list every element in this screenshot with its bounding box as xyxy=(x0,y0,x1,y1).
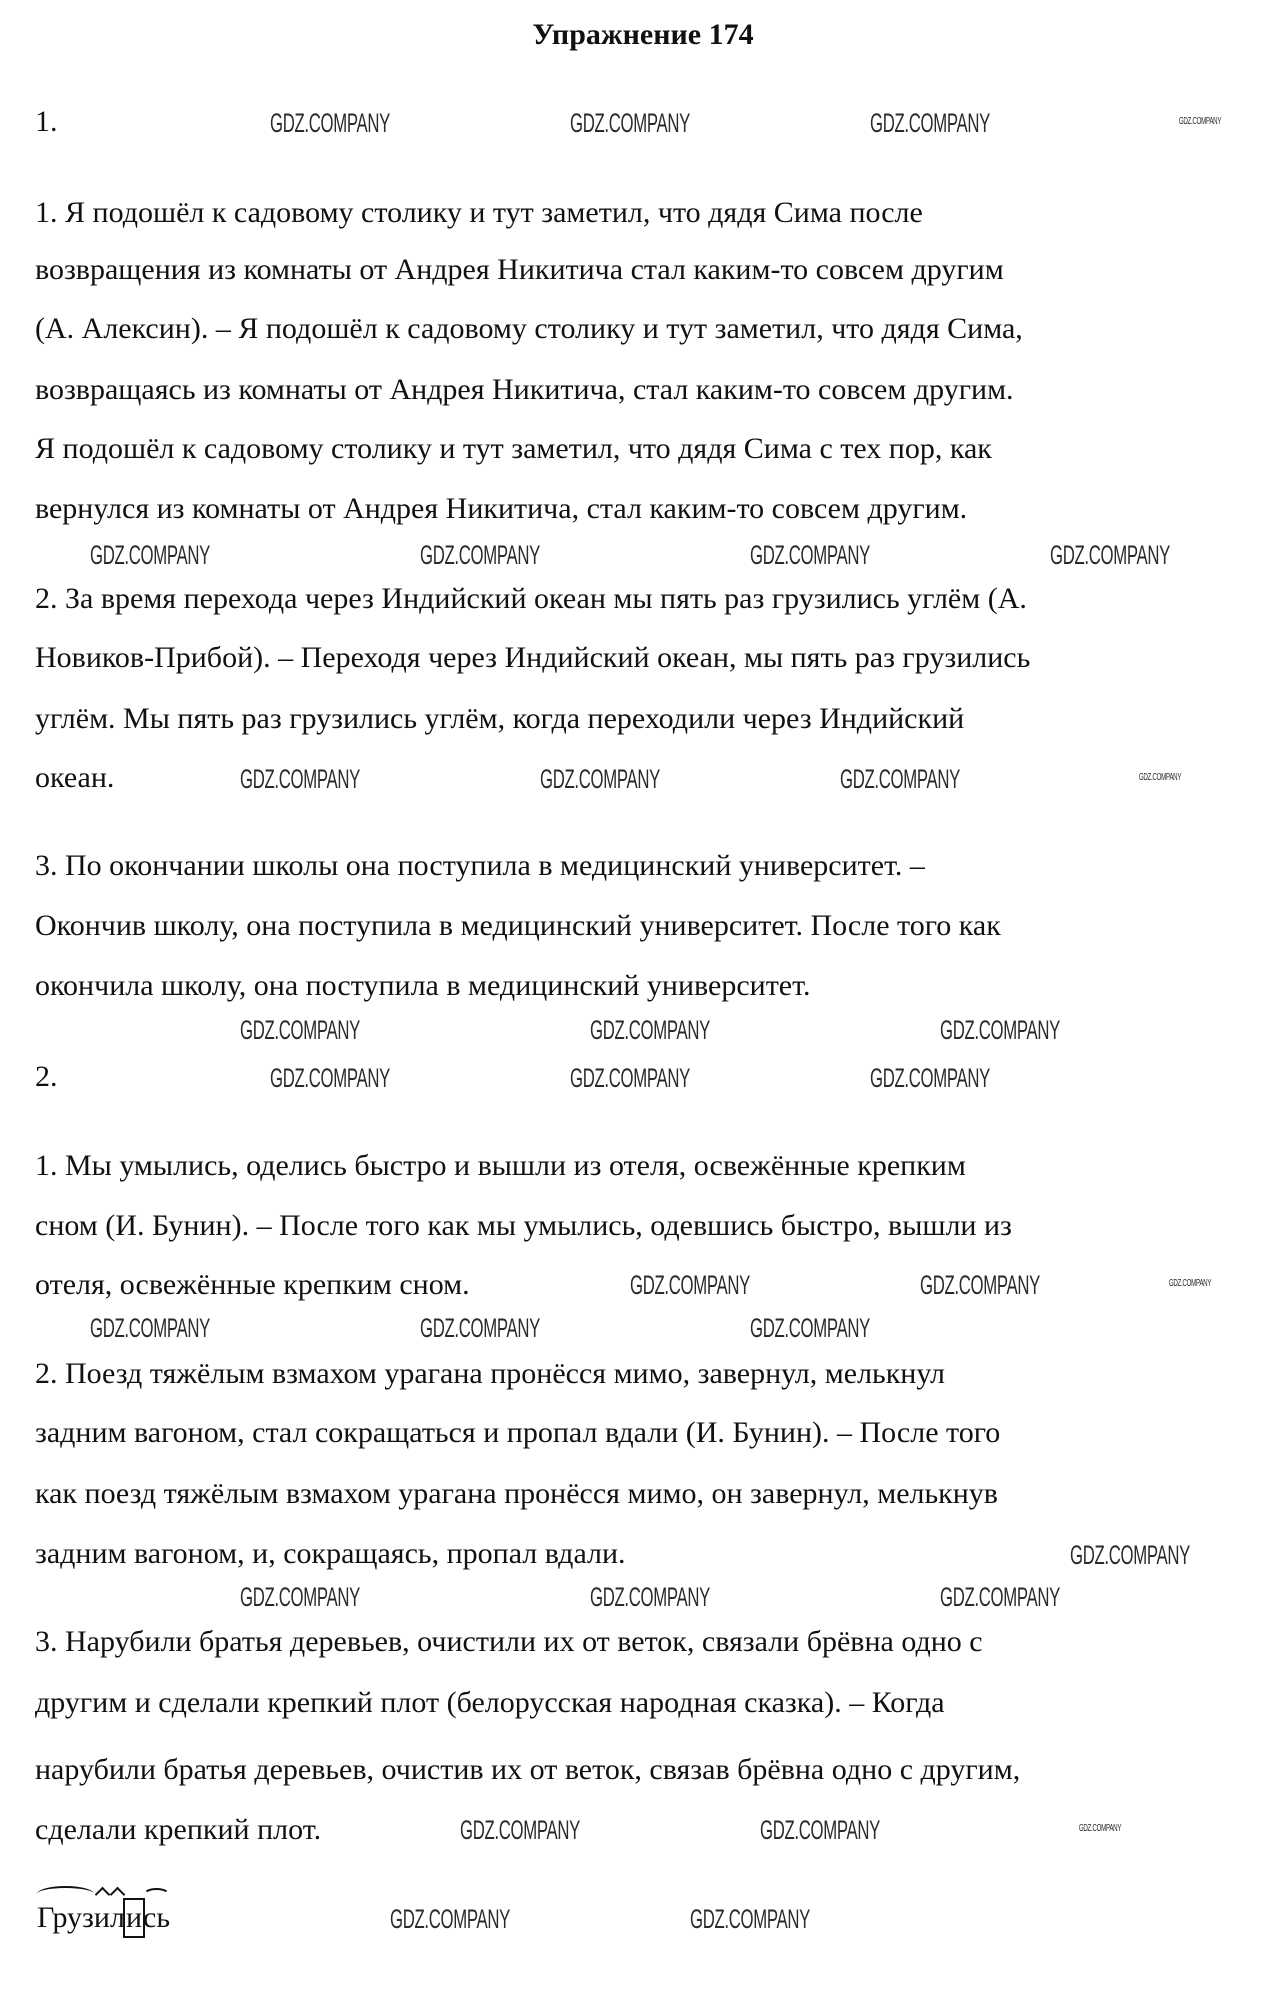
watermark: GDZ.COMPANY xyxy=(1050,540,1170,570)
watermark: GDZ.COMPANY xyxy=(940,1582,1060,1612)
watermark: GDZ.COMPANY xyxy=(420,540,540,570)
watermark: GDZ.COMPANY xyxy=(240,1015,360,1045)
watermark: GDZ.COMPANY xyxy=(540,764,660,794)
watermark: GDZ.COMPANY xyxy=(570,108,690,138)
root-text: Груз xyxy=(37,1901,94,1934)
watermark: GDZ.COMPANY xyxy=(270,1063,390,1093)
suffix-caret-icon xyxy=(111,1886,123,1898)
section-2-label: 2. xyxy=(35,1060,58,1093)
suffix-2 xyxy=(110,1900,125,1936)
suffix-1-text: и xyxy=(93,1901,110,1934)
text-line: задним вагоном, и, сокращаясь, пропал вдали. xyxy=(35,1537,626,1570)
section-1-label: 1. xyxy=(35,105,58,138)
text-line: сном (И. Бунин). – После того как мы умылись, одевшись быстро, вышли из xyxy=(35,1209,1012,1242)
watermark: GDZ.COMPANY xyxy=(870,1063,990,1093)
text-line: 1. Мы умылись, оделись быстро и вышли из отеля, освежённые крепким xyxy=(35,1149,966,1182)
watermark: GDZ.COMPANY xyxy=(750,1313,870,1343)
text-line: углём. Мы пять раз грузились углём, когда переходили через Индийский xyxy=(35,702,965,735)
text-line: 3. Нарубили братья деревьев, очистили их от веток, связали брёвна одно с xyxy=(35,1625,983,1658)
watermark: GDZ.COMPANY xyxy=(1168,1278,1212,1289)
text-line: вернулся из комнаты от Андрея Никитича, стал каким-то совсем другим. xyxy=(35,492,968,525)
watermark: GDZ.COMPANY xyxy=(420,1313,540,1343)
watermark: GDZ.COMPANY xyxy=(390,1904,510,1934)
suffix-2-text: л xyxy=(109,1901,125,1934)
watermark: GDZ.COMPANY xyxy=(750,540,870,570)
watermark: GDZ.COMPANY xyxy=(590,1015,710,1045)
watermark: GDZ.COMPANY xyxy=(240,1582,360,1612)
watermark: GDZ.COMPANY xyxy=(870,108,990,138)
word-parse-gruzilis xyxy=(37,1900,170,1936)
text-line: (А. Алексин). – Я подошёл к садовому столику и тут заметил, что дядя Сима, xyxy=(35,312,1023,345)
suffix-1 xyxy=(94,1900,110,1936)
text-line: Я подошёл к садовому столику и тут заметил, что дядя Сима с тех пор, как xyxy=(35,432,992,465)
text-line: как поезд тяжёлым взмахом урагана пронёсся мимо, он завернул, мелькнув xyxy=(35,1477,998,1510)
watermark: GDZ.COMPANY xyxy=(570,1063,690,1093)
text-line: Окончив школу, она поступила в медицинский университет. После того как xyxy=(35,909,1001,942)
watermark: GDZ.COMPANY xyxy=(1178,116,1222,127)
watermark: GDZ.COMPANY xyxy=(90,1313,210,1343)
watermark: GDZ.COMPANY xyxy=(270,108,390,138)
watermark: GDZ.COMPANY xyxy=(1070,1540,1190,1570)
watermark: GDZ.COMPANY xyxy=(1078,1823,1122,1834)
text-line: 3. По окончании школы она поступила в медицинский университет. – xyxy=(35,849,925,882)
text-line: нарубили братья деревьев, очистив их от веток, связав брёвна одно с другим, xyxy=(35,1753,1021,1786)
page-title: Упражнение 174 xyxy=(532,18,754,51)
postfix-text: сь xyxy=(143,1901,171,1934)
postfix xyxy=(143,1900,170,1936)
watermark: GDZ.COMPANY xyxy=(920,1270,1040,1300)
watermark: GDZ.COMPANY xyxy=(690,1904,810,1934)
watermark: GDZ.COMPANY xyxy=(1138,772,1182,783)
watermark: GDZ.COMPANY xyxy=(460,1815,580,1845)
text-line: 1. Я подошёл к садовому столику и тут заметил, что дядя Сима после xyxy=(35,196,923,229)
text-line: сделали крепкий плот. xyxy=(35,1813,322,1846)
text-line: возвращаясь из комнаты от Андрея Никитича, стал каким-то совсем другим. xyxy=(35,373,1014,406)
ending-box: и xyxy=(125,1901,143,1934)
text-line: задним вагоном, стал сокращаться и пропал вдали (И. Бунин). – После того xyxy=(35,1416,1001,1449)
suffix-caret-icon xyxy=(96,1886,108,1898)
text-line: океан. xyxy=(35,761,115,794)
root xyxy=(37,1900,94,1936)
text-line: 2. Поезд тяжёлым взмахом урагана пронёсся мимо, завернул, мелькнул xyxy=(35,1357,946,1390)
watermark: GDZ.COMPANY xyxy=(940,1015,1060,1045)
watermark: GDZ.COMPANY xyxy=(590,1582,710,1612)
watermark: GDZ.COMPANY xyxy=(760,1815,880,1845)
text-line: возвращения из комнаты от Андрея Никитича стал каким-то совсем другим xyxy=(35,253,1004,286)
text-line: другим и сделали крепкий плот (белорусская народная сказка). – Когда xyxy=(35,1686,945,1719)
watermark: GDZ.COMPANY xyxy=(630,1270,750,1300)
text-line: 2. За время перехода через Индийский океан мы пять раз грузились углём (А. xyxy=(35,582,1027,615)
watermark: GDZ.COMPANY xyxy=(840,764,960,794)
text-line: Новиков-Прибой). – Переходя через Индийский океан, мы пять раз грузились xyxy=(35,641,1031,674)
text-line: отеля, освежённые крепким сном. xyxy=(35,1268,470,1301)
watermark: GDZ.COMPANY xyxy=(90,540,210,570)
text-line: окончила школу, она поступила в медицинский университет. xyxy=(35,969,811,1002)
watermark: GDZ.COMPANY xyxy=(240,764,360,794)
